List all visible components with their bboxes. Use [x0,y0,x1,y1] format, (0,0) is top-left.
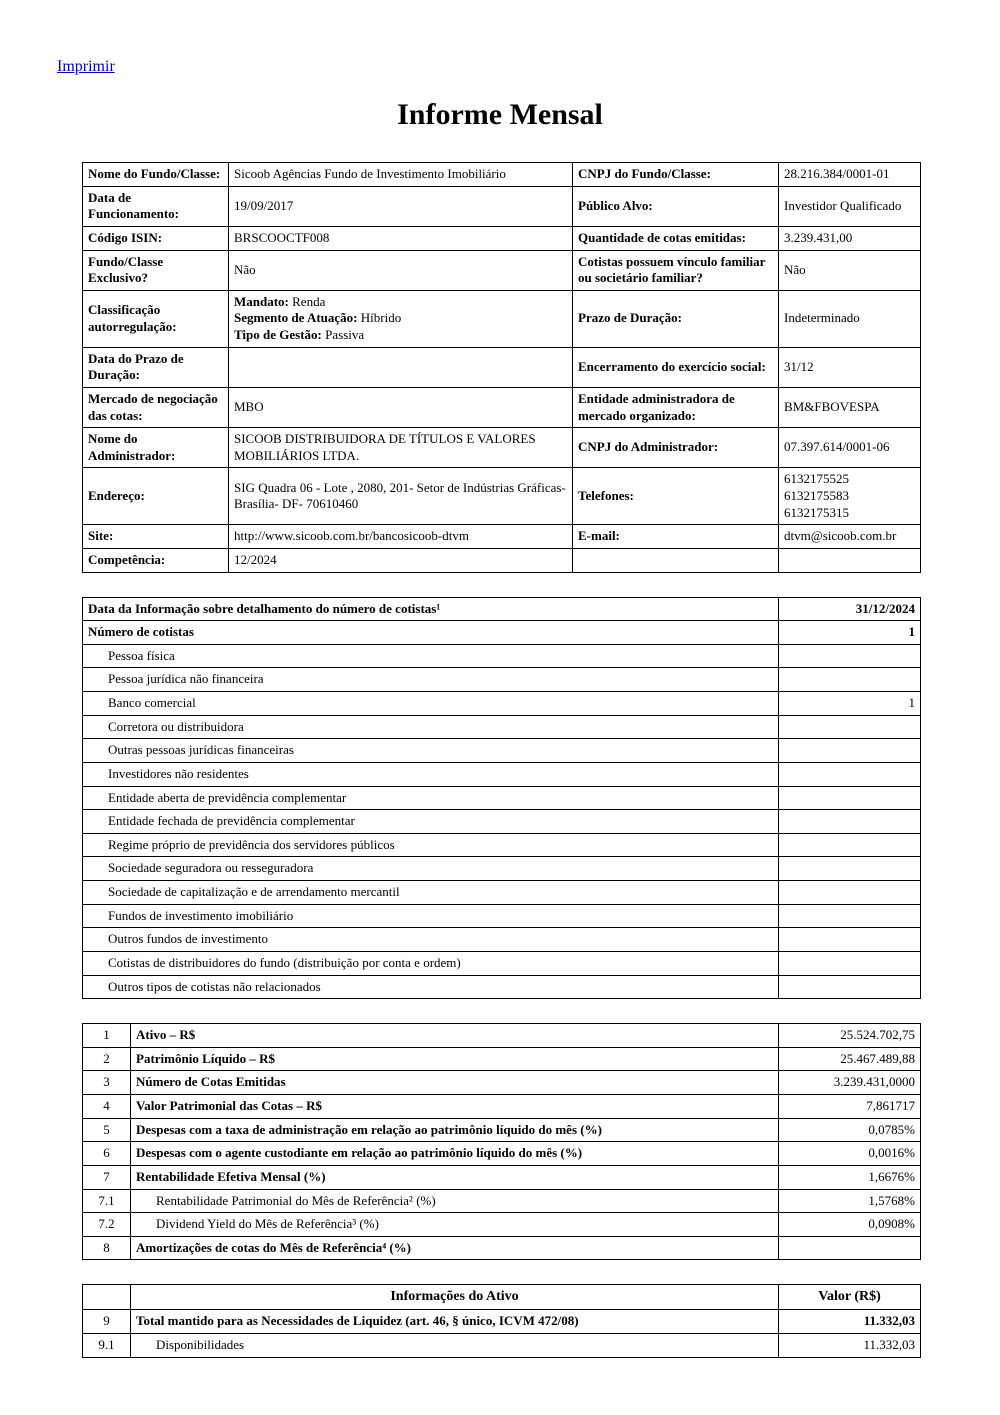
field-label: Classificação autorregulação: [83,290,229,347]
table-row [83,226,921,250]
table-row [83,786,921,810]
field-label: Data do Prazo de Duração: [83,347,229,387]
row-number: 9 [83,1310,131,1334]
cotistas-label: Outros tipos de cotistas não relacionados [83,975,779,999]
table-row [83,715,921,739]
row-number: 7 [83,1165,131,1189]
cotistas-header-label: Data da Informação sobre detalhamento do número de cotistas¹ [83,597,779,621]
cotistas-label: Outros fundos de investimento [83,928,779,952]
table-row [83,904,921,928]
table-row [83,1189,921,1213]
field-label: Competência: [83,548,229,572]
ativo-label: Total mantido para as Necessidades de Liquidez (art. 46, § único, ICVM 472/08) [131,1310,779,1334]
table-row [83,163,921,187]
table-row [83,597,921,621]
table-row [83,387,921,427]
indicator-value: 25.467.489,88 [779,1047,921,1071]
field-label: Endereço: [83,468,229,525]
table-row [83,1047,921,1071]
cotistas-label: Fundos de investimento imobiliário [83,904,779,928]
cotistas-value [779,739,921,763]
indicator-value: 25.524.702,75 [779,1024,921,1048]
indicator-label: Despesas com o agente custodiante em relação ao patrimônio líquido do mês (%) [131,1142,779,1166]
phone-line: 6132175583 [784,488,849,503]
table-row [83,951,921,975]
indicator-value: 3.239.431,0000 [779,1071,921,1095]
field-value: SICOOB DISTRIBUIDORA DE TÍTULOS E VALORES MOBILIÁRIOS LTDA. [229,428,573,468]
field-label: E-mail: [573,525,779,549]
ativo-value: 11.332,03 [779,1333,921,1357]
field-value: Não [229,250,573,290]
table-row [83,1285,921,1310]
fund-info-table [82,162,921,573]
cotistas-value [779,762,921,786]
row-number: 7.2 [83,1213,131,1237]
field-value [779,548,921,572]
indicator-label: Número de Cotas Emitidas [131,1071,779,1095]
indicadores-table [82,1023,921,1260]
table-row [83,1095,921,1119]
table-row [83,1071,921,1095]
field-value: SIG Quadra 06 - Lote , 2080, 201- Setor de Indústrias Gráficas- Brasília- DF- 70610460 [229,468,573,525]
indicator-label: Patrimônio Líquido – R$ [131,1047,779,1071]
field-value: http://www.sicoob.com.br/bancosicoob-dtvm [229,525,573,549]
field-value: 07.397.614/0001-06 [779,428,921,468]
cotistas-value [779,975,921,999]
indicator-label: Rentabilidade Patrimonial do Mês de Referência² (%) [131,1189,779,1213]
cotistas-header-value: 31/12/2024 [779,597,921,621]
table-row [83,1213,921,1237]
row-number: 2 [83,1047,131,1071]
ativo-value: 11.332,03 [779,1310,921,1334]
cotistas-label: Corretora ou distribuidora [83,715,779,739]
field-value: BM&FBOVESPA [779,387,921,427]
field-label: Encerramento do exercício social: [573,347,779,387]
table-row [83,250,921,290]
cotistas-value [779,786,921,810]
table-row [83,1165,921,1189]
table-row [83,692,921,716]
indicator-label: Valor Patrimonial das Cotas – R$ [131,1095,779,1119]
table-row [83,739,921,763]
field-value: 19/09/2017 [229,186,573,226]
cotistas-label: Entidade fechada de previdência complementar [83,810,779,834]
ativo-table [82,1284,921,1357]
field-value: 28.216.384/0001-01 [779,163,921,187]
field-value-phones [779,468,921,525]
field-label: Telefones: [573,468,779,525]
field-label: Nome do Fundo/Classe: [83,163,229,187]
table-row [83,1142,921,1166]
row-number: 3 [83,1071,131,1095]
field-label: Nome do Administrador: [83,428,229,468]
field-label: Prazo de Duração: [573,290,779,347]
table-row [83,1333,921,1357]
table-row [83,621,921,645]
cotistas-value [779,928,921,952]
table-row [83,1024,921,1048]
field-label: Público Alvo: [573,186,779,226]
ativo-header-title: Informações do Ativo [131,1285,779,1310]
field-value: 31/12 [779,347,921,387]
gestao-line: Tipo de Gestão: Passiva [234,327,365,342]
field-label: Fundo/Classe Exclusivo? [83,250,229,290]
table-row [83,525,921,549]
table-row [83,928,921,952]
header-spacer [83,1285,131,1310]
cotistas-value [779,833,921,857]
cotistas-total-value: 1 [779,621,921,645]
cotistas-label: Sociedade seguradora ou resseguradora [83,857,779,881]
cotistas-label: Pessoa jurídica não financeira [83,668,779,692]
cotistas-label: Banco comercial [83,692,779,716]
field-label: CNPJ do Administrador: [573,428,779,468]
row-number: 1 [83,1024,131,1048]
field-value: dtvm@sicoob.com.br [779,525,921,549]
table-row [83,857,921,881]
table-row [83,975,921,999]
ativo-label: Disponibilidades [131,1333,779,1357]
indicator-label: Amortizações de cotas do Mês de Referência⁴ (%) [131,1236,779,1260]
field-label [573,548,779,572]
table-row [83,347,921,387]
field-value: 12/2024 [229,548,573,572]
cotistas-value [779,881,921,905]
indicator-label: Despesas com a taxa de administração em relação ao patrimônio líquido do mês (%) [131,1118,779,1142]
indicator-value: 1,6676% [779,1165,921,1189]
cotistas-label: Investidores não residentes [83,762,779,786]
field-value: BRSCOOCTF008 [229,226,573,250]
field-label: CNPJ do Fundo/Classe: [573,163,779,187]
mandato-line: Mandato: Renda [234,293,326,309]
table-row [83,428,921,468]
field-value: 3.239.431,00 [779,226,921,250]
phone-line: 6132175315 [784,504,849,520]
field-label: Mercado de negociação das cotas: [83,387,229,427]
field-value: MBO [229,387,573,427]
table-row [83,644,921,668]
indicator-value: 1,5768% [779,1189,921,1213]
field-label: Entidade administradora de mercado organizado: [573,387,779,427]
table-row [83,881,921,905]
cotistas-value [779,668,921,692]
field-value [229,347,573,387]
ativo-header-value: Valor (R$) [779,1285,921,1310]
table-row [83,1310,921,1334]
indicator-value: 0,0785% [779,1118,921,1142]
field-value: Não [779,250,921,290]
cotistas-value [779,904,921,928]
indicator-value [779,1236,921,1260]
cotistas-value [779,951,921,975]
field-value: Investidor Qualificado [779,186,921,226]
indicator-label: Rentabilidade Efetiva Mensal (%) [131,1165,779,1189]
cotistas-label: Outras pessoas jurídicas financeiras [83,739,779,763]
field-label: Código ISIN: [83,226,229,250]
table-row [83,668,921,692]
segmento-line: Segmento de Atuação: Híbrido [234,310,402,326]
row-number: 9.1 [83,1333,131,1357]
indicator-label: Dividend Yield do Mês de Referência³ (%) [131,1213,779,1237]
indicator-value: 7,861717 [779,1095,921,1119]
table-row [83,1236,921,1260]
table-row [83,468,921,525]
cotistas-label: Sociedade de capitalização e de arrendamento mercantil [83,881,779,905]
cotistas-label: Entidade aberta de previdência complementar [83,786,779,810]
table-row [83,810,921,834]
table-row [83,1118,921,1142]
cotistas-table [82,597,921,1000]
row-number: 4 [83,1095,131,1119]
cotistas-total-label: Número de cotistas [83,621,779,645]
cotistas-value [779,644,921,668]
field-value: Indeterminado [779,290,921,347]
cotistas-value [779,810,921,834]
cotistas-value [779,857,921,881]
phone-line: 6132175525 [784,471,849,487]
cotistas-label: Regime próprio de previdência dos servidores públicos [83,833,779,857]
table-row [83,186,921,226]
cotistas-value [779,715,921,739]
field-label: Cotistas possuem vínculo familiar ou societário familiar? [573,250,779,290]
table-row [83,548,921,572]
cotistas-value: 1 [779,692,921,716]
table-row [83,762,921,786]
field-value-composite [229,290,573,347]
cotistas-label: Cotistas de distribuidores do fundo (distribuição por conta e ordem) [83,951,779,975]
indicator-label: Ativo – R$ [131,1024,779,1048]
field-value: Sicoob Agências Fundo de Investimento Imobiliário [229,163,573,187]
field-label: Quantidade de cotas emitidas: [573,226,779,250]
indicator-value: 0,0908% [779,1213,921,1237]
page-title: Informe Mensal [397,98,603,131]
field-label: Site: [83,525,229,549]
table-row [83,833,921,857]
table-row [83,290,921,347]
row-number: 7.1 [83,1189,131,1213]
indicator-value: 0,0016% [779,1142,921,1166]
cotistas-label: Pessoa física [83,644,779,668]
row-number: 5 [83,1118,131,1142]
row-number: 6 [83,1142,131,1166]
row-number: 8 [83,1236,131,1260]
field-label: Data de Funcionamento: [83,186,229,226]
print-link[interactable]: Imprimir [57,58,115,75]
